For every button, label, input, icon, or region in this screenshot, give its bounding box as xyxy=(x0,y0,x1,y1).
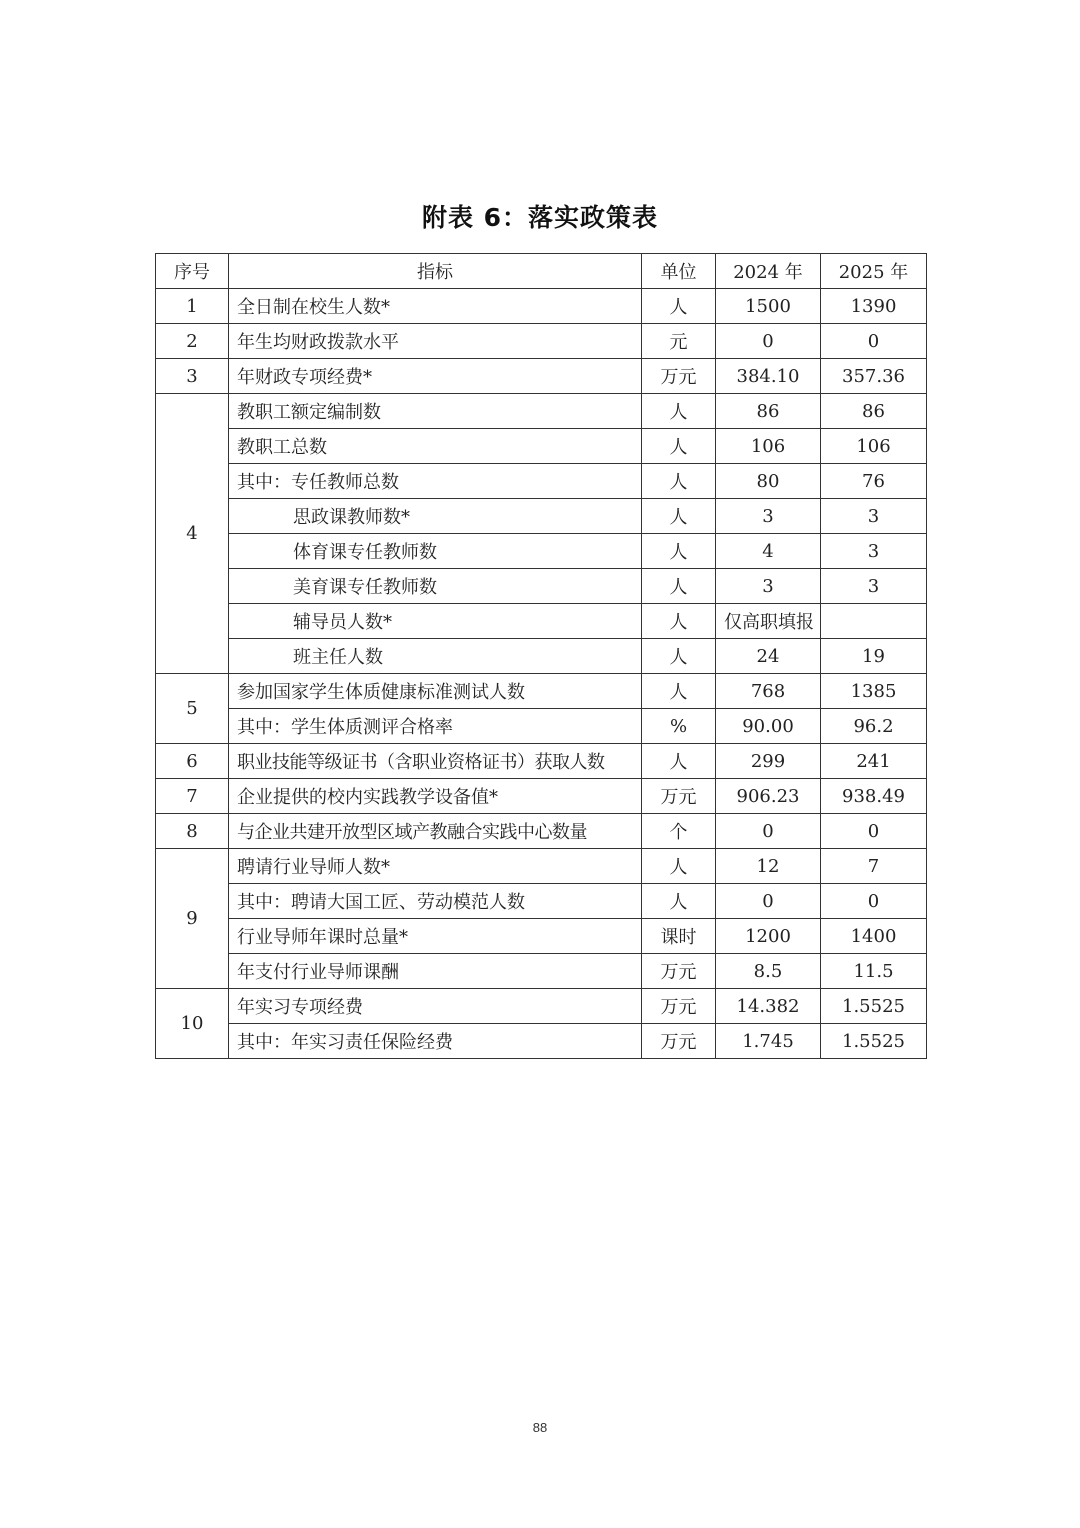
table-row xyxy=(156,359,927,394)
row-2024: 0 xyxy=(716,814,821,849)
row-indicator: 年实习专项经费 xyxy=(229,989,642,1024)
table-row xyxy=(156,884,927,919)
header-indicator: 指标 xyxy=(229,254,642,289)
row-unit: 万元 xyxy=(642,1024,716,1059)
row-2025: 106 xyxy=(821,429,927,464)
row-2025: 1400 xyxy=(821,919,927,954)
row-2025: 0 xyxy=(821,324,927,359)
row-2025: 1385 xyxy=(821,674,927,709)
row-unit: 人 xyxy=(642,604,716,639)
row-indicator: 职业技能等级证书（含职业资格证书）获取人数 xyxy=(229,744,642,779)
row-indicator: 教职工总数 xyxy=(229,429,642,464)
row-2025: 241 xyxy=(821,744,927,779)
row-2025: 7 xyxy=(821,849,927,884)
row-unit: 人 xyxy=(642,534,716,569)
policy-table xyxy=(155,253,927,1059)
table-row xyxy=(156,779,927,814)
row-unit: 人 xyxy=(642,674,716,709)
row-2024: 仅高职填报 xyxy=(716,604,821,639)
header-2025: 2025 年 xyxy=(821,254,927,289)
row-unit: 万元 xyxy=(642,359,716,394)
row-2025: 1390 xyxy=(821,289,927,324)
row-unit: 人 xyxy=(642,884,716,919)
row-2025: 76 xyxy=(821,464,927,499)
row-unit: 人 xyxy=(642,639,716,674)
row-2024: 24 xyxy=(716,639,821,674)
row-2024: 12 xyxy=(716,849,821,884)
table-row xyxy=(156,429,927,464)
row-2025: 3 xyxy=(821,534,927,569)
row-unit: 人 xyxy=(642,394,716,429)
row-2025: 357.36 xyxy=(821,359,927,394)
row-2024: 1500 xyxy=(716,289,821,324)
row-2025: 1.5525 xyxy=(821,1024,927,1059)
row-indicator: 思政课教师数* xyxy=(229,499,642,534)
row-2024: 3 xyxy=(716,499,821,534)
table-row xyxy=(156,1024,927,1059)
row-no: 3 xyxy=(156,359,229,394)
row-no: 10 xyxy=(156,989,229,1059)
page-number: 88 xyxy=(532,1420,548,1435)
row-unit: 元 xyxy=(642,324,716,359)
row-2025: 1.5525 xyxy=(821,989,927,1024)
row-indicator: 其中：聘请大国工匠、劳动模范人数 xyxy=(229,884,642,919)
row-2024: 3 xyxy=(716,569,821,604)
row-2024: 106 xyxy=(716,429,821,464)
table-row xyxy=(156,919,927,954)
row-indicator: 辅导员人数* xyxy=(229,604,642,639)
row-2025: 3 xyxy=(821,569,927,604)
row-2024: 0 xyxy=(716,324,821,359)
row-2024: 299 xyxy=(716,744,821,779)
table-row xyxy=(156,849,927,884)
table-row xyxy=(156,989,927,1024)
row-2025: 11.5 xyxy=(821,954,927,989)
row-no: 6 xyxy=(156,744,229,779)
row-no: 7 xyxy=(156,779,229,814)
row-indicator: 班主任人数 xyxy=(229,639,642,674)
row-2025: 3 xyxy=(821,499,927,534)
row-unit: 万元 xyxy=(642,989,716,1024)
row-2024: 90.00 xyxy=(716,709,821,744)
row-unit: 人 xyxy=(642,464,716,499)
row-indicator: 全日制在校生人数* xyxy=(229,289,642,324)
row-unit: % xyxy=(642,709,716,744)
row-unit: 个 xyxy=(642,814,716,849)
row-2024: 80 xyxy=(716,464,821,499)
row-indicator: 其中：年实习责任保险经费 xyxy=(229,1024,642,1059)
row-2024: 0 xyxy=(716,884,821,919)
row-no: 8 xyxy=(156,814,229,849)
header-2024: 2024 年 xyxy=(716,254,821,289)
row-unit: 人 xyxy=(642,429,716,464)
table-row xyxy=(156,744,927,779)
row-indicator: 与企业共建开放型区域产教融合实践中心数量 xyxy=(229,814,642,849)
header-no: 序号 xyxy=(156,254,229,289)
row-indicator: 行业导师年课时总量* xyxy=(229,919,642,954)
table-row xyxy=(156,709,927,744)
table-row xyxy=(156,674,927,709)
header-unit: 单位 xyxy=(642,254,716,289)
row-2024: 1200 xyxy=(716,919,821,954)
row-2024: 906.23 xyxy=(716,779,821,814)
table-row xyxy=(156,954,927,989)
row-2024: 14.382 xyxy=(716,989,821,1024)
row-indicator: 其中：专任教师总数 xyxy=(229,464,642,499)
row-no: 4 xyxy=(156,394,229,674)
table-header-row xyxy=(156,254,927,289)
row-2025: 86 xyxy=(821,394,927,429)
row-no: 2 xyxy=(156,324,229,359)
page-title: 附表 6：落实政策表 xyxy=(421,203,659,232)
row-indicator: 美育课专任教师数 xyxy=(229,569,642,604)
row-2025: 0 xyxy=(821,884,927,919)
row-unit: 人 xyxy=(642,849,716,884)
row-2025: 19 xyxy=(821,639,927,674)
row-2025: 0 xyxy=(821,814,927,849)
row-2025: 96.2 xyxy=(821,709,927,744)
row-unit: 课时 xyxy=(642,919,716,954)
row-2024: 1.745 xyxy=(716,1024,821,1059)
row-2024: 4 xyxy=(716,534,821,569)
row-no: 1 xyxy=(156,289,229,324)
row-2024: 8.5 xyxy=(716,954,821,989)
row-indicator: 年生均财政拨款水平 xyxy=(229,324,642,359)
row-2025: 938.49 xyxy=(821,779,927,814)
row-indicator: 参加国家学生体质健康标准测试人数 xyxy=(229,674,642,709)
row-unit: 万元 xyxy=(642,779,716,814)
table-row xyxy=(156,814,927,849)
row-indicator: 教职工额定编制数 xyxy=(229,394,642,429)
row-2025 xyxy=(821,604,927,639)
row-no: 5 xyxy=(156,674,229,744)
row-no: 9 xyxy=(156,849,229,989)
table-row xyxy=(156,324,927,359)
row-indicator: 年财政专项经费* xyxy=(229,359,642,394)
row-2024: 384.10 xyxy=(716,359,821,394)
table-row xyxy=(156,499,927,534)
row-indicator: 聘请行业导师人数* xyxy=(229,849,642,884)
row-unit: 人 xyxy=(642,499,716,534)
table-row xyxy=(156,569,927,604)
table-row xyxy=(156,394,927,429)
table-row xyxy=(156,464,927,499)
row-indicator: 企业提供的校内实践教学设备值* xyxy=(229,779,642,814)
row-indicator: 其中：学生体质测评合格率 xyxy=(229,709,642,744)
table-row xyxy=(156,639,927,674)
row-indicator: 体育课专任教师数 xyxy=(229,534,642,569)
row-unit: 人 xyxy=(642,569,716,604)
table-row xyxy=(156,604,927,639)
row-unit: 人 xyxy=(642,289,716,324)
row-indicator: 年支付行业导师课酬 xyxy=(229,954,642,989)
row-unit: 人 xyxy=(642,744,716,779)
table-row xyxy=(156,289,927,324)
row-2024: 768 xyxy=(716,674,821,709)
table-row xyxy=(156,534,927,569)
row-2024: 86 xyxy=(716,394,821,429)
row-unit: 万元 xyxy=(642,954,716,989)
